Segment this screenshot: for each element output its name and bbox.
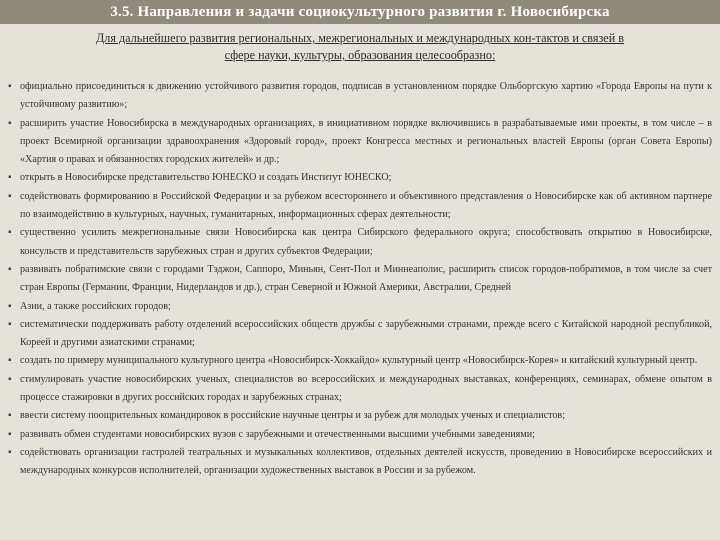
list-item-text: развивать обмен студентами новосибирских вузов с зарубежными и отечественными высшими учебными заведениями; bbox=[20, 428, 535, 440]
list-item bbox=[8, 261, 712, 298]
list-item bbox=[8, 188, 712, 225]
list-item-text: открыть в Новосибирске представительство ЮНЕСКО и создать Институт ЮНЕСКО; bbox=[20, 172, 392, 184]
list-item bbox=[8, 78, 712, 115]
list-item bbox=[8, 169, 712, 187]
list-item-text: ввести систему поощрительных командировок в российские научные центры и за рубеж для молодых ученых и специалистов; bbox=[20, 410, 565, 422]
list-item-text: официально присоединиться к движению устойчивого развития городов, подписав в установленном порядке Ольборгскую хартию «Города Европы на пути к устойчивому развитию»; bbox=[20, 81, 712, 111]
list-item-text: Азии, а также российских городов; bbox=[20, 300, 171, 312]
bullet-icon: ▪ bbox=[8, 318, 12, 330]
bullet-icon: ▪ bbox=[8, 81, 12, 92]
tasks-list bbox=[8, 78, 712, 481]
list-item-text: развивать побратимские связи с городами Тэджон, Саппоро, Миньян, Сент-Пол и Миннеаполис, расширить список городов-побратимов, в том числе за счет стран Европы (Германии, Франции, Нидерландов и др.), стран Северной и Южной Америки, Австралии, Средней bbox=[20, 263, 712, 294]
list-item bbox=[8, 115, 712, 170]
list-item bbox=[8, 224, 712, 261]
bullet-icon: ▪ bbox=[8, 428, 12, 440]
list-item-text: содействовать формированию в Российской Федерации и за рубежом всестороннего и объективного представления о Новосибирске как об активном партнере по взаимодействию в культурных, научных, гуманитарных, информационных сферах деятельности; bbox=[20, 190, 712, 221]
bullet-icon: ▪ bbox=[8, 227, 12, 239]
intro-text: Для дальнейшего развития региональных, межрегиональных и международных кон-тактов и связей в сфере науки, культуры, образования целесообразно: bbox=[95, 31, 625, 62]
bullet-icon: ▪ bbox=[8, 373, 12, 385]
list-item-text: систематически поддерживать работу отделений всероссийских обществ дружбы с зарубежными странами, прежде всего с Китайской народной республикой, Кореей и другими азиатскими странами; bbox=[20, 318, 712, 349]
list-item bbox=[8, 371, 712, 408]
bullet-icon: ▪ bbox=[8, 117, 12, 129]
list-item bbox=[8, 298, 712, 316]
list-item-text: существенно усилить межрегиональные связи Новосибирска как центра Сибирского федерального округа; способствовать открытию в Новосибирске, консульств и представительств зарубежных стран и других субъектов Федерации; bbox=[20, 227, 712, 257]
list-item-text: создать по примеру муниципального культурного центра «Новосибирск-Хоккайдо» культурный центр «Новосибирск-Корея» и китайский культурный центр. bbox=[20, 355, 698, 367]
list-item-text: расширить участие Новосибирска в международных организациях, в инициативном порядке включившись в разрабатываемые ими проекты, в том числе – в проект Всемирной организации здравоохранения «Здоровый город», проект Конгресса местных и региональных властей Европы (орган Совета Европы) «Хартия о правах и обязанностях городских жителей» и др.; bbox=[20, 117, 712, 166]
list-item bbox=[8, 426, 712, 444]
bullet-icon: ▪ bbox=[8, 190, 12, 202]
list-item bbox=[8, 407, 712, 425]
bullet-icon: ▪ bbox=[8, 355, 12, 367]
bullet-icon: ▪ bbox=[8, 263, 12, 275]
list-item-text: содействовать организации гастролей театральных и музыкальных коллективов, отдельных деятелей искусств, проведению в Новосибирске всероссийских и международных конкурсов исполнителей, организации художественных выставок в России и за рубежом. bbox=[20, 446, 712, 477]
list-item bbox=[8, 444, 712, 481]
list-item bbox=[8, 352, 712, 370]
bullet-icon: ▪ bbox=[8, 410, 12, 422]
bullet-icon: ▪ bbox=[8, 172, 12, 184]
bullet-icon: ▪ bbox=[8, 446, 12, 458]
bullet-icon: ▪ bbox=[8, 300, 12, 312]
slide-title: 3.5. Направления и задачи социокультурного развития г. Новосибирска bbox=[0, 0, 720, 24]
list-item bbox=[8, 316, 712, 353]
list-item-text: стимулировать участие новосибирских ученых, специалистов во всероссийских и международных выставках, конференциях, семинарах, обмене опытом в процессе стажировки в других российских городах и зарубежных странах; bbox=[20, 373, 712, 404]
